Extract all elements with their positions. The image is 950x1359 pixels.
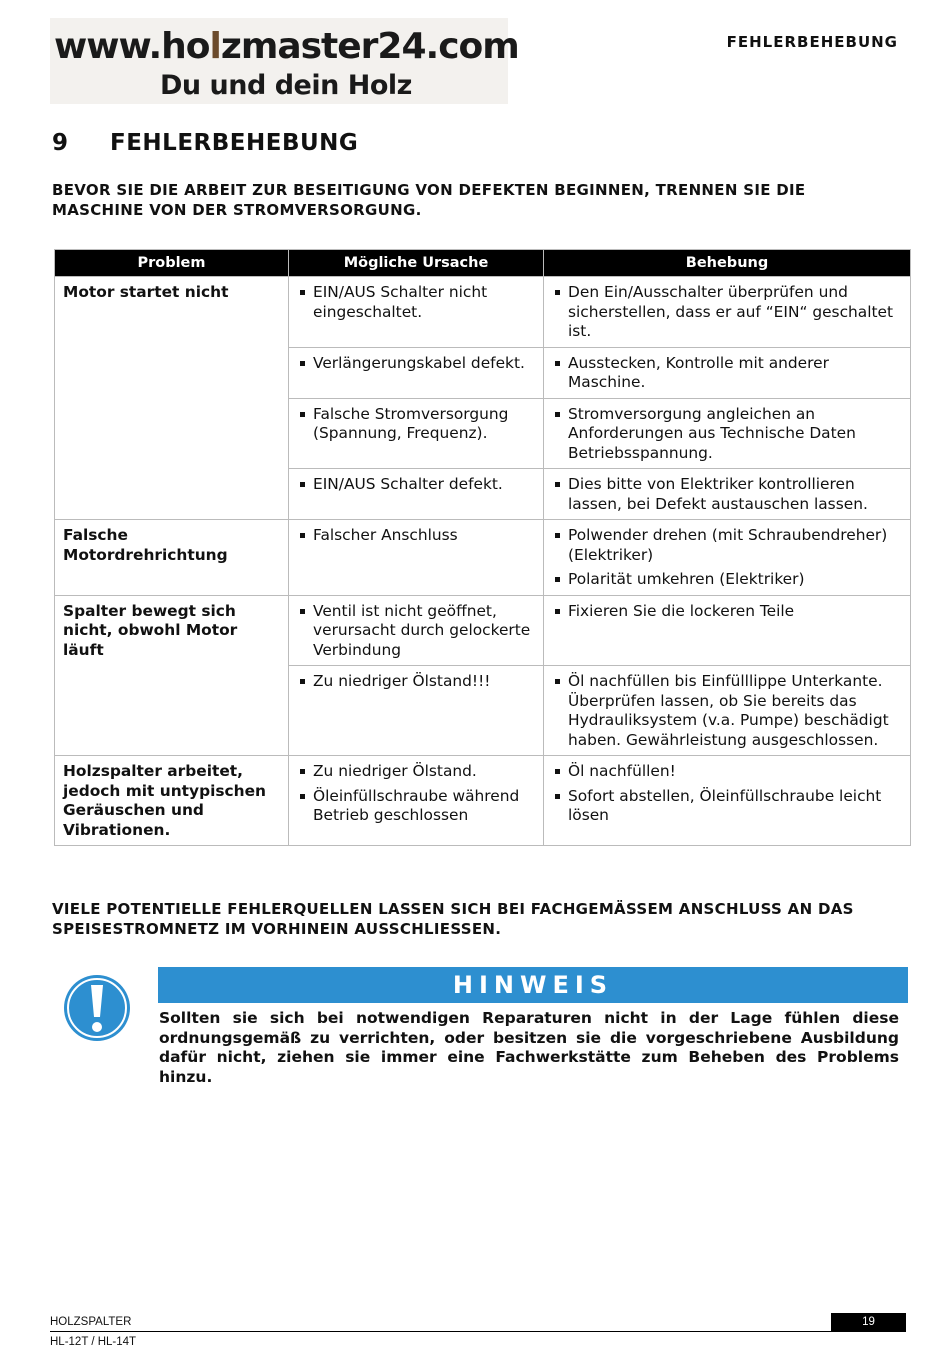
- cause-cell: [289, 277, 544, 348]
- fix-cell: [544, 756, 911, 846]
- fix-cell: [544, 277, 911, 348]
- cause-item: Falscher Anschluss: [297, 526, 535, 546]
- hinweis-title: HINWEIS: [158, 967, 908, 1003]
- troubleshooting-table: [54, 249, 911, 846]
- cause-item: EIN/AUS Schalter defekt.: [297, 475, 535, 495]
- footer-product: HOLZSPALTER: [50, 1316, 132, 1328]
- table-row: [55, 277, 911, 348]
- cause-item: Verlängerungskabel defekt.: [297, 354, 535, 374]
- table-row: [55, 520, 911, 596]
- header-section-label: FEHLERBEHEBUNG: [726, 33, 898, 51]
- footer-models: HL-12T / HL-14T: [50, 1336, 137, 1348]
- fix-item: Öl nachfüllen bis Einfülllippe Unterkante. Überprüfen lassen, ob Sie bereits das Hydrauliksystem (v.a. Pumpe) beschädigt haben. Gewährleistung ausgeschlossen.: [552, 672, 902, 750]
- fix-item: Fixieren Sie die lockeren Teile: [552, 602, 902, 622]
- mains-connection-note: VIELE POTENTIELLE FEHLERQUELLEN LASSEN SICH BEI FACHGEMÄSSEM ANSCHLUSS AN DAS SPEISESTROMNETZ IM VORHINEIN AUSSCHLIESSEN.: [52, 900, 854, 938]
- fix-item: Ausstecken, Kontrolle mit anderer Maschine.: [552, 354, 902, 393]
- fix-cell: [544, 469, 911, 520]
- cause-cell: [289, 347, 544, 398]
- header-fix: Behebung: [544, 250, 911, 277]
- fix-item: Sofort abstellen, Öleinfüllschraube leicht lösen: [552, 787, 902, 826]
- logo-log-letter: l: [209, 26, 221, 67]
- cause-item: EIN/AUS Schalter nicht eingeschaltet.: [297, 283, 535, 322]
- cause-cell: [289, 398, 544, 469]
- header-cause: Mögliche Ursache: [289, 250, 544, 277]
- cause-item: Zu niedriger Ölstand.: [297, 762, 535, 782]
- fix-item: Polarität umkehren (Elektriker): [552, 570, 902, 590]
- cause-cell: [289, 756, 544, 846]
- logo-tagline: Du und dein Holz: [160, 70, 412, 101]
- fix-item: Stromversorgung angleichen an Anforderungen aus Technische Daten Betriebsspannung.: [552, 405, 902, 464]
- section-number: 9: [52, 130, 69, 156]
- problem-cell: Holzspalter arbeitet, jedoch mit untypischen Geräuschen und Vibrationen.: [55, 756, 289, 846]
- header-problem: Problem: [55, 250, 289, 277]
- logo-url: www.holzmaster24.com: [54, 26, 519, 67]
- footer-divider: [50, 1331, 906, 1332]
- fix-cell: [544, 520, 911, 596]
- cause-item: Ventil ist nicht geöffnet, verursacht durch gelockerte Verbindung: [297, 602, 535, 661]
- fix-cell: [544, 347, 911, 398]
- cause-item: Öleinfüllschraube während Betrieb geschlossen: [297, 787, 535, 826]
- cause-cell: [289, 666, 544, 756]
- cause-cell: [289, 520, 544, 596]
- fix-cell: [544, 595, 911, 666]
- fix-item: Dies bitte von Elektriker kontrollieren lassen, bei Defekt austauschen lassen.: [552, 475, 902, 514]
- table-row: [55, 595, 911, 666]
- fix-cell: [544, 398, 911, 469]
- hinweis-text: Sollten sie sich bei notwendigen Reparaturen nicht in der Lage fühlen diese ordnungsgemäß zu verrichten, oder besitzen sie die vorgeschriebene Ausbildung dafür nicht, ziehen sie immer eine Fachwerkstätte zum Beheben des Problems hinzu.: [159, 1009, 899, 1086]
- cause-cell: [289, 469, 544, 520]
- exclamation-circle-icon: [62, 973, 132, 1043]
- cause-cell: [289, 595, 544, 666]
- problem-cell: Motor startet nicht: [55, 277, 289, 520]
- section-title: FEHLERBEHEBUNG: [110, 130, 359, 156]
- cause-item: Falsche Stromversorgung (Spannung, Frequenz).: [297, 405, 535, 444]
- fix-item: Polwender drehen (mit Schraubendreher) (Elektriker): [552, 526, 902, 565]
- disconnect-warning: BEVOR SIE DIE ARBEIT ZUR BESEITIGUNG VON DEFEKTEN BEGINNEN, TRENNEN SIE DIE MASCHINE VON DER STROMVERSORGUNG.: [52, 181, 806, 219]
- brand-logo: [50, 18, 519, 104]
- fix-item: Den Ein/Ausschalter überprüfen und sicherstellen, dass er auf “EIN“ geschaltet ist.: [552, 283, 902, 342]
- section-heading: [52, 130, 358, 156]
- problem-cell: Falsche Motordrehrichtung: [55, 520, 289, 596]
- page-number: 19: [831, 1313, 906, 1331]
- table-header-row: [55, 250, 911, 277]
- cause-item: Zu niedriger Ölstand!!!: [297, 672, 535, 692]
- fix-cell: [544, 666, 911, 756]
- fix-item: Öl nachfüllen!: [552, 762, 902, 782]
- problem-cell: Spalter bewegt sich nicht, obwohl Motor läuft: [55, 595, 289, 756]
- table-row: [55, 756, 911, 846]
